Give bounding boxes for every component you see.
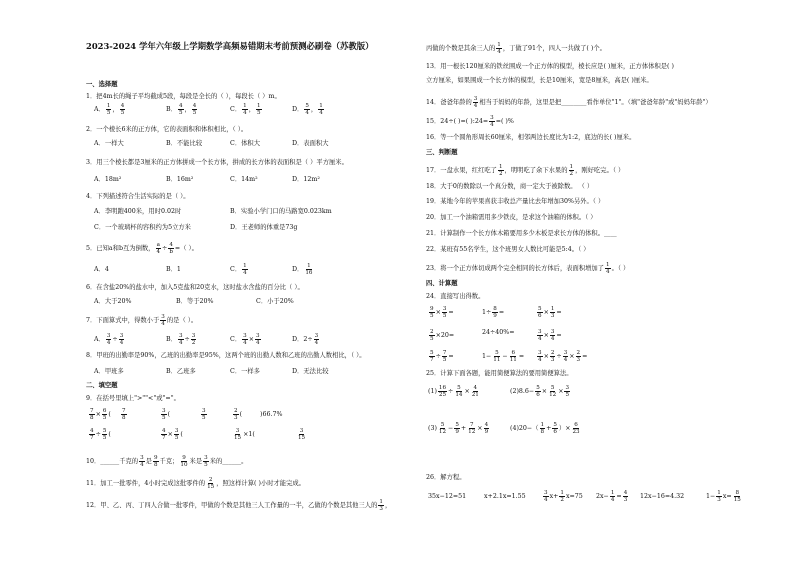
q5-option-b: B．1	[166, 266, 181, 273]
q26-eq-5: 12x−16=4.32	[640, 493, 685, 500]
q7-option-b: B． $\frac{3}{4}$ ÷ $\frac{3}{2}$	[166, 333, 196, 346]
q24-item-5: 24÷40%=	[482, 329, 515, 336]
q12-text: 12．甲、乙、丙、丁四人合做一批零件，甲做的个数是其他三人工作量的一半，乙做的个数是其他三人的 $\frac{1}{3}$ ，	[86, 499, 392, 512]
q24-item-4: $\frac{2}{5}$ ×20=	[430, 329, 455, 342]
q8-option-a: A．甲班多	[94, 368, 124, 375]
q8-option-c: C．一样多	[230, 368, 261, 375]
q9-item-1: $\frac{7}{8}$ × $\frac{6}{5}$ (	[90, 408, 111, 421]
q9-item-3b: )66.7%	[260, 411, 283, 418]
q4-option-d: D．王老师的体重是73g	[230, 224, 298, 231]
q4-option-b: B．实验小学门口的马路宽0.023km	[230, 208, 332, 215]
q5-option-c: C． $\frac{1}{4}$	[230, 263, 247, 276]
q2-text: 2．一个棱长6米的正方体，它的表面积和体积相比，（ ）。	[86, 126, 248, 133]
section-fill: 二、填空题	[86, 382, 118, 389]
q17-text: 17．一盘水果，红红吃了 $\frac{1}{2}$ ，明明吃了余下水果的 $\frac{1}{2}$ ，刚好吃完。（ ）	[426, 164, 625, 177]
q7-option-a: A． $\frac{3}{4}$ ÷ $\frac{3}{4}$	[94, 333, 124, 346]
q3-option-b: B．16m²	[166, 176, 194, 183]
q24-item-1: $\frac{9}{5}$ × $\frac{3}{5}$ =	[430, 306, 454, 319]
q9-item-6b: $\frac{3}{15}$	[298, 428, 306, 441]
q26-eq-3: $\frac{3}{4}$ x+ $\frac{1}{2}$ x=75	[544, 490, 583, 503]
q25-item-4: (4)20−（ $\frac{1}{8}$ + $\frac{5}{6}$ ）× $\frac{6}{23}$	[510, 422, 580, 435]
q8-option-d: D．无法比较	[292, 368, 329, 375]
q9-item-2b: $\frac{3}{5}$	[202, 408, 206, 421]
q24-item-9: $\frac{3}{4}$ × $\frac{2}{3}$ ÷ $\frac{3}{4}$ × $\frac{2}{3}$ =	[538, 350, 588, 363]
q13-text-2: 立方厘米，如果围成一个长方体的模型，长是10厘米，宽是8厘米，高是( )厘米。	[426, 77, 653, 84]
q9-text: 9．在括号里填上">""<"或"="。	[86, 395, 180, 402]
q1-text: 1．把4m长的绳子平均截成5段，每段是全长的（ ），每段长（ ）m。	[86, 93, 281, 100]
q24-item-6: $\frac{3}{4}$ × $\frac{3}{4}$ =	[538, 329, 562, 342]
q4-option-c: C．一个玻璃杯的容积约为5立方米	[94, 224, 191, 231]
section-choice: 一、选择题	[86, 81, 118, 88]
q3-option-c: C．14m²	[230, 176, 258, 183]
q9-item-6: $\frac{3}{15}$ ×1(	[234, 428, 255, 441]
section-judge: 三、判断题	[426, 149, 458, 156]
section-calc: 四、计算题	[426, 280, 458, 287]
q7-text: 7．下面算式中，得数小于 $\frac{3}{4}$ 的是（ ）。	[86, 314, 198, 327]
q2-option-b: B．不能比较	[166, 140, 203, 147]
q9-item-5: $\frac{4}{7}$ × $\frac{3}{5}$ (	[162, 428, 183, 441]
q5-option-d: D． $\frac{1}{16}$	[292, 263, 313, 276]
q25-item-1: (1) $\frac{16}{25}$ ÷ $\frac{5}{14}$ × $\frac{4}{21}$	[428, 385, 479, 398]
q6-text: 6．在含盐20%的盐水中，加入5克盐和20克水，这时盐水含盐的百分比（ ）。	[86, 284, 304, 291]
q2-option-a: A．一样大	[94, 140, 124, 147]
q2-option-d: D．表面积大	[292, 140, 329, 147]
q6-option-b: B．等于20%	[176, 298, 214, 305]
q6-option-a: A．大于20%	[94, 298, 132, 305]
q1-option-c: C． $\frac{1}{4}$ ， $\frac{1}{5}$	[230, 103, 261, 116]
q25-item-3: (3) $\frac{5}{12}$ − $\frac{5}{9}$ + $\frac{7}{12}$ × $\frac{4}{9}$	[428, 422, 489, 435]
q7-option-d: D．2÷ $\frac{3}{4}$	[292, 333, 319, 346]
q8-option-b: B．乙班多	[166, 368, 196, 375]
q13-text: 13．用一根长120厘米的铁丝围成一个正方体的模型，棱长应是( )厘米，正方体体积是( )	[426, 63, 674, 70]
page-title: 2023-2024 学年六年级上学期数学高频易错期末考前预测必刷卷（苏教版）	[86, 41, 374, 51]
q9-item-1b: $\frac{7}{8}$	[122, 408, 126, 421]
q16-text: 16．等一个圆角形周长60厘米，相邻两边长度比为1:2，底边的长( )厘米。	[426, 134, 636, 141]
q1-option-a: A． $\frac{1}{5}$ ， $\frac{4}{5}$	[94, 103, 125, 116]
q12-continued: 丙做的个数是其余三人的 $\frac{1}{4}$ ，丁做了91个，四人一共做了( )个。	[426, 42, 606, 55]
q26-text: 26．解方程。	[426, 474, 466, 481]
q1-option-b: B． $\frac{4}{5}$ ， $\frac{4}{5}$	[166, 103, 197, 116]
q23-text: 23．将一个正方体切成两个完全相同的长方体后，表面积增加了 $\frac{1}{4}$ 。（ ）	[426, 262, 630, 275]
q3-option-d: D．12m²	[292, 176, 320, 183]
q10-text: 10．______千克的 $\frac{3}{4}$ 是 $\frac{9}{8}$ 千克； $\frac{9}{10}$ 米是 $\frac{3}{5}$ 米的______。	[86, 455, 248, 468]
q4-text: 4．下列描述符合生活实际的是（ ）。	[86, 193, 190, 200]
q24-text: 24．直接写出得数。	[426, 293, 485, 300]
q5-option-a: A．4	[94, 266, 109, 273]
q26-eq-1: 35x−12=51	[428, 493, 467, 500]
q26-eq-2: x+2.1x=1.55	[484, 493, 526, 500]
q24-item-3: $\frac{5}{6}$ × $\frac{1}{3}$ =	[538, 306, 562, 319]
q11-text: 11．加工一批零件，4小时完成这批零件的 $\frac{2}{15}$ ，照这样计算( )小时才能完成。	[86, 477, 305, 490]
q24-item-7: $\frac{5}{7}$ ÷ $\frac{7}{5}$ =	[430, 350, 454, 363]
q15-text: 15．24÷( )=( ):24= $\frac{3}{4}$ =( )%	[426, 115, 514, 128]
q8-text: 8．甲班的出勤率是90%，乙班的出勤率是95%，这两个班的出勤人数和乙班的出勤人数相比，（ ）。	[86, 352, 366, 359]
q9-item-4: $\frac{4}{7}$ ÷ $\frac{5}{5}$ (	[90, 428, 111, 441]
q9-item-2: $\frac{3}{5}$ (	[162, 408, 171, 421]
q5-text: 5．已知a和b互为倒数， $\frac{a}{4}$ ÷ $\frac{4}{b}$ =（ ）。	[86, 242, 198, 255]
q7-option-c: C． $\frac{3}{4}$ × $\frac{3}{4}$	[230, 333, 260, 346]
q26-eq-4: 2x− $\frac{1}{4}$ = $\frac{4}{3}$	[596, 490, 628, 503]
q22-text: 22．某班有55名学生，这个班男女人数比可能是5:4。（ ）	[426, 246, 590, 253]
q1-option-d: D． $\frac{5}{4}$ ， $\frac{1}{4}$	[292, 103, 323, 116]
q4-option-a: A．李明跑400米，用时0.02时	[94, 208, 182, 215]
q3-text: 3．用三个棱长都是3厘米的正方体拼成一个长方体，拼成的长方体的表面积是（ ）平方厘米。	[86, 159, 348, 166]
q2-option-c: C．体积大	[230, 140, 261, 147]
q19-text: 19．某地今年的苹果喜获丰收总产量比去年增加30%另外。（ ）	[426, 198, 605, 205]
q6-option-c: C．小于20%	[256, 298, 294, 305]
q18-text: 18．大于0的数除以一个真分数，商一定大于被除数。 （ ）	[426, 183, 594, 190]
q20-text: 20．加工一个油箱需用多少铁皮，是求这个油箱的体积。（ ）	[426, 214, 597, 221]
q24-item-8: 1− $\frac{5}{11}$ − $\frac{6}{11}$ =	[482, 350, 525, 363]
q21-text: 21．计算制作一个长方体木箱要用多少木板是求长方体的体积。____	[426, 230, 617, 237]
q26-eq-6: 1− $\frac{1}{3}$ x= $\frac{8}{15}$	[706, 490, 741, 503]
q24-item-2: 1÷ $\frac{8}{9}$ =	[482, 306, 505, 319]
q3-option-a: A．18m²	[94, 176, 122, 183]
q25-item-2: (2)8.6− $\frac{5}{6}$ × $\frac{5}{12}$ × $\frac{3}{5}$	[510, 385, 570, 398]
q14-text: 14．爸爸年龄的 $\frac{3}{4}$ 相当于妈妈的年龄，这里是把________看作单位"1"。（填"爸爸年龄"或"妈妈年龄"）	[426, 96, 712, 109]
q25-text: 25．计算下面各题，能用简便算法的要用简便算法。	[426, 370, 573, 377]
q9-item-3: $\frac{2}{3}$ (	[234, 408, 243, 421]
